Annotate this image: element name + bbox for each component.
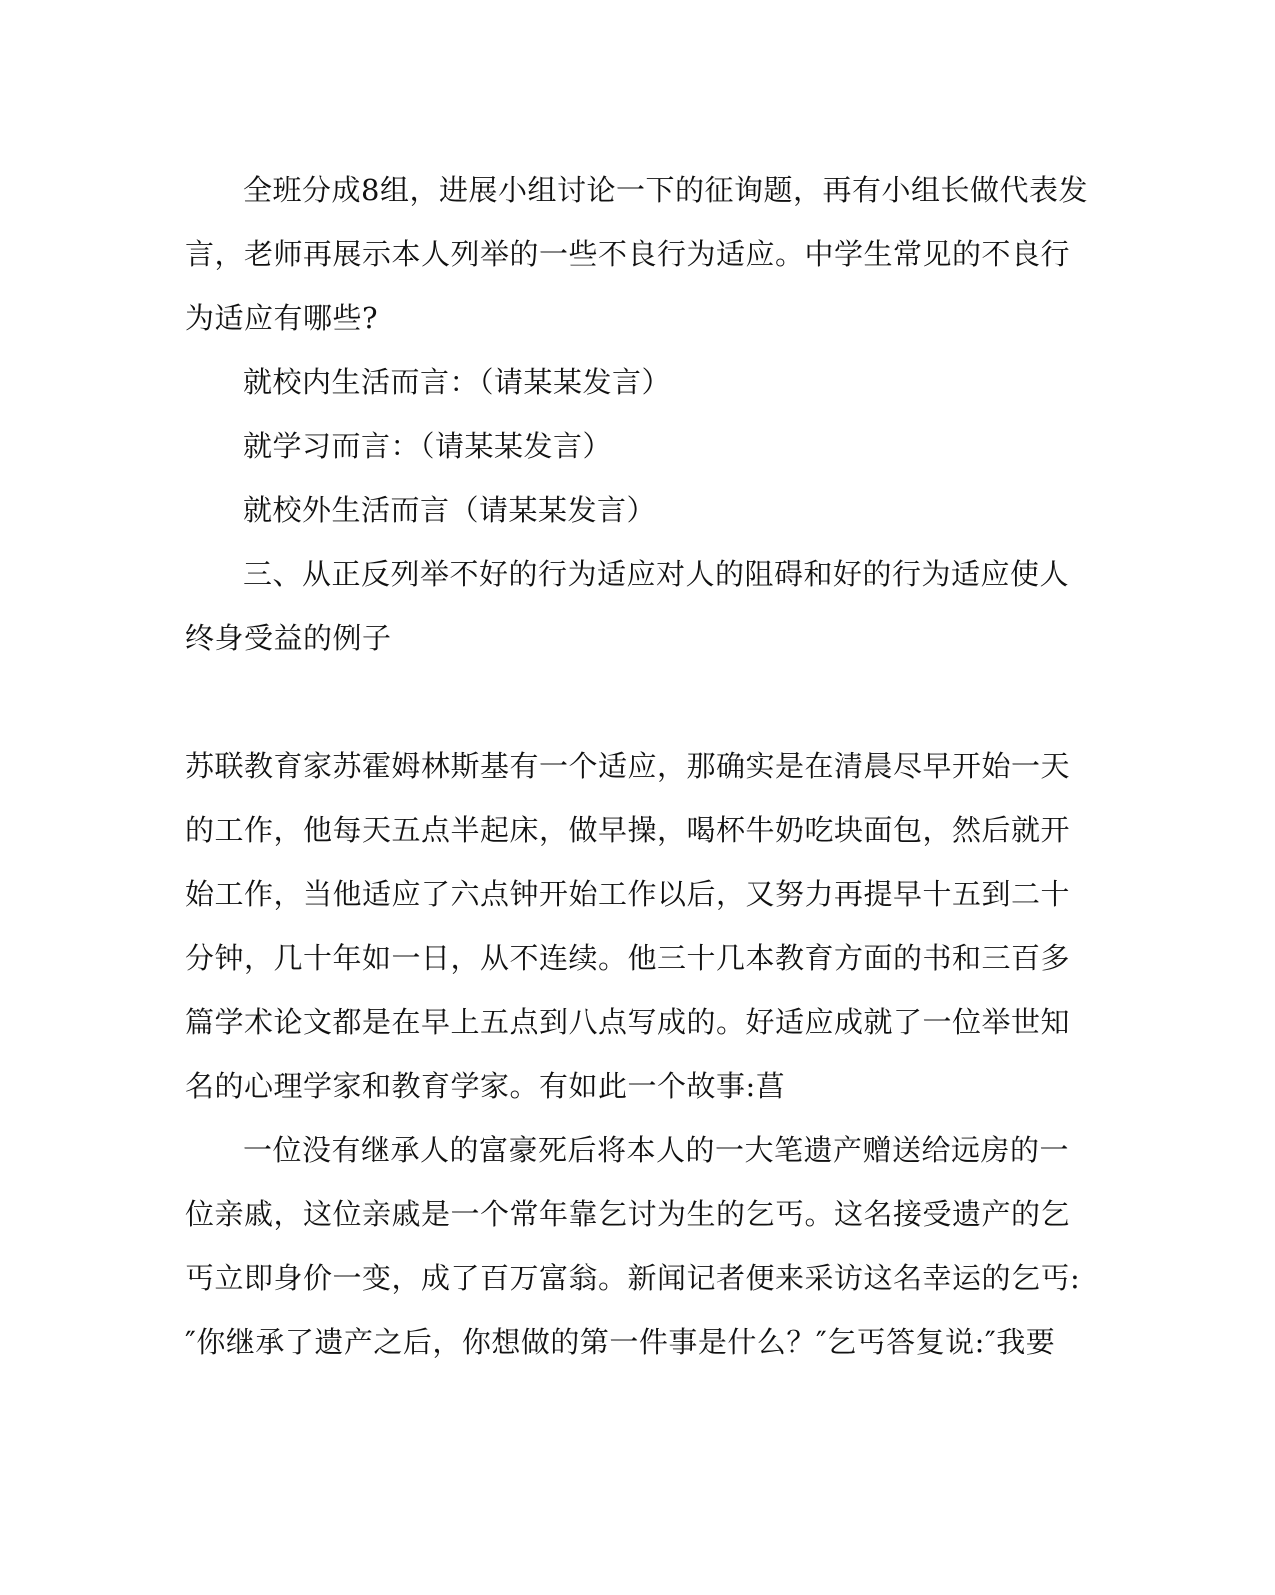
paragraph-line: 言，老师再展示本人列举的一些不良行为适应。中学生常见的不良行 xyxy=(185,237,1071,271)
paragraph-line: 就学习而言：（请某某发言） xyxy=(243,429,613,463)
paragraph-line: 苏联教育家苏霍姆林斯基有一个适应，那确实是在清晨尽早开始一天 xyxy=(185,749,1071,783)
paragraph-line: 一位没有继承人的富豪死后将本人的一大笔遗产赠送给远房的一 xyxy=(243,1133,1070,1167)
paragraph-line: 的工作，他每天五点半起床，做早操，喝杯牛奶吃块面包，然后就开 xyxy=(185,813,1071,847)
paragraph-line: 为适应有哪些? xyxy=(185,301,379,335)
paragraph-line: 名的心理学家和教育学家。有如此一个故事:菖 xyxy=(185,1069,786,1103)
paragraph-line: 分钟，几十年如一日，从不连续。他三十几本教育方面的书和三百多 xyxy=(185,941,1071,975)
paragraph-line: 丐立即身价一变，成了百万富翁。新闻记者便来采访这名幸运的乞丐: xyxy=(185,1261,1081,1295)
paragraph-line: 就校外生活而言（请某某发言） xyxy=(243,493,657,527)
paragraph-line: 篇学术论文都是在早上五点到八点写成的。好适应成就了一位举世知 xyxy=(185,1005,1071,1039)
section-heading-line: 三、从正反列举不好的行为适应对人的阻碍和好的行为适应使人 xyxy=(243,557,1070,591)
paragraph-line: 始工作，当他适应了六点钟开始工作以后，又努力再提早十五到二十 xyxy=(185,877,1071,911)
paragraph-line: 位亲戚，这位亲戚是一个常年靠乞讨为生的乞丐。这名接受遗产的乞 xyxy=(185,1197,1071,1231)
paragraph-line: 就校内生活而言：（请某某发言） xyxy=(243,365,672,399)
paragraph-line: 全班分成8组，进展小组讨论一下的征询题，再有小组长做代表发 xyxy=(243,173,1088,207)
section-heading-line: 终身受益的例子 xyxy=(185,621,392,655)
paragraph-line: ″你继承了遗产之后，你想做的第一件事是什么？″乞丐答复说:″我要 xyxy=(185,1325,1056,1359)
